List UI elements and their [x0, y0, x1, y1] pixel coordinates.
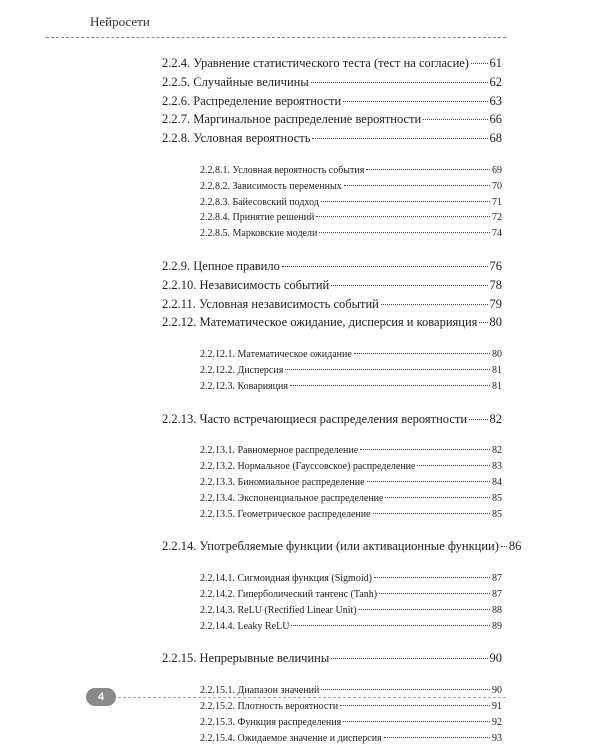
toc-subentry	[162, 493, 502, 509]
toc-entry-page: 82	[492, 445, 502, 457]
toc-entry-page: 87	[492, 588, 502, 600]
dot-leader	[374, 577, 490, 578]
toc-entry	[162, 112, 502, 131]
toc-entry-title: 2.2.8.5. Марковские модели	[200, 228, 318, 240]
toc-entry-page: 62	[489, 74, 502, 89]
toc-entry-title: 2.2.13.3. Биномиальное распределение	[200, 476, 365, 488]
toc-subentry	[162, 349, 502, 365]
dot-leader	[471, 63, 488, 64]
table-of-contents	[162, 56, 522, 748]
toc-entry-page: 86	[508, 539, 522, 554]
toc-entry-title: 2.2.13.2. Нормальное (Гауссовское) распределение	[200, 461, 416, 473]
toc-subentry	[162, 228, 502, 244]
toc-entry-page: 92	[492, 716, 502, 728]
toc-entry-title: 2.2.12. Математическое ожидание, дисперсия и коварияция	[162, 315, 478, 330]
toc-entry	[162, 412, 502, 431]
toc-entry-page: 85	[492, 492, 502, 504]
toc-entry-title: 2.2.14.1. Сигмоидная функция (Sigmoid)	[200, 573, 372, 585]
toc-entry-page: 81	[492, 364, 502, 376]
dot-leader	[423, 119, 487, 120]
dot-leader	[366, 169, 490, 170]
toc-entry-title: 2.2.15. Непрерывные величины	[162, 651, 330, 666]
dot-leader	[312, 138, 487, 139]
dot-leader	[367, 481, 490, 482]
dot-leader	[282, 266, 488, 267]
toc-entry-title: 2.2.8.3. Байесовский подход	[200, 196, 319, 208]
dot-leader	[373, 513, 490, 514]
toc-entry-title: 2.2.15.2. Плотность вероятности	[200, 700, 339, 712]
toc-entry-page: 74	[492, 228, 502, 240]
toc-entry	[162, 131, 502, 150]
dot-leader	[331, 658, 487, 659]
toc-subentry	[162, 733, 502, 749]
toc-entry-page: 70	[492, 180, 502, 192]
toc-entry-title: 2.2.8.2. Зависимость переменных	[200, 180, 342, 192]
toc-entry-page: 84	[492, 476, 502, 488]
toc-entry-page: 63	[489, 93, 502, 108]
toc-entry	[162, 75, 502, 94]
toc-entry-page: 61	[489, 56, 502, 70]
dot-leader	[417, 465, 490, 466]
toc-entry-title: 2.2.14.4. Leaky ReLU	[200, 620, 290, 632]
toc-entry-page: 80	[492, 349, 502, 361]
toc-entry-title: 2.2.13. Часто встречающиеся распределения вероятности	[162, 411, 468, 426]
dot-leader	[290, 385, 490, 386]
toc-subentry	[162, 685, 502, 701]
toc-entry-title: 2.2.12.2. Дисперсия	[200, 364, 284, 376]
dot-leader	[340, 705, 490, 706]
toc-subentry	[162, 165, 502, 181]
toc-subentry	[162, 621, 502, 637]
toc-entry-page: 93	[492, 732, 502, 744]
toc-entry-title: 2.2.13.4. Экспоненциальное распределение	[200, 492, 384, 504]
toc-entry-title: 2.2.7. Маргинальное распределение вероятности	[162, 112, 422, 127]
toc-entry-page: 82	[489, 411, 502, 426]
toc-entry-title: 2.2.15.3. Функция распределения	[200, 716, 342, 728]
toc-entry-page: 87	[492, 573, 502, 585]
toc-subentry	[162, 381, 502, 397]
toc-entry-page: 72	[492, 212, 502, 224]
dot-leader	[316, 216, 490, 217]
dot-leader	[344, 185, 490, 186]
toc-entry	[162, 278, 502, 297]
running-header: Нейросети	[90, 14, 150, 29]
toc-entry-title: 2.2.13.1. Равномерное распределение	[200, 445, 359, 457]
toc-entry-page: 68	[489, 131, 502, 146]
toc-subentry	[162, 701, 502, 717]
dot-leader	[359, 609, 490, 610]
toc-entry-title: 2.2.9. Цепное правило	[162, 258, 280, 273]
toc-entry-title: 2.2.14.2. Гиперболический тангенс (Tanh)	[200, 588, 378, 600]
toc-entry	[162, 259, 502, 278]
toc-entry-page: 81	[492, 380, 502, 392]
toc-entry	[162, 315, 502, 334]
toc-entry-title: 2.2.13.5. Геометрическое распределение	[200, 508, 371, 520]
dot-leader	[321, 689, 490, 690]
toc-entry-title: 2.2.8.1. Условная вероятность события	[200, 164, 365, 176]
toc-entry-page: 88	[492, 604, 502, 616]
toc-entry	[162, 94, 502, 113]
toc-subentry	[162, 717, 502, 733]
dot-leader	[360, 449, 490, 450]
toc-entry-title: 2.2.12.3. Коварияция	[200, 380, 288, 392]
toc-subentry	[162, 212, 502, 228]
toc-entry-title: 2.2.6. Распределение вероятности	[162, 93, 342, 108]
footer-divider	[118, 697, 506, 698]
toc-entry-title: 2.2.14.3. ReLU (Rectified Linear Unit)	[200, 604, 357, 616]
dot-leader	[469, 419, 487, 420]
toc-entry-title: 2.2.4. Уравнение статистического теста (тест на согласие)	[162, 56, 469, 70]
toc-entry-page: 76	[489, 258, 502, 273]
dot-leader	[343, 101, 487, 102]
toc-subentry	[162, 605, 502, 621]
toc-subentry	[162, 197, 502, 213]
toc-entry-title: 2.2.14. Употребляемые функции (или активационные функции)	[162, 539, 499, 554]
dot-leader	[321, 201, 490, 202]
toc-subentry	[162, 461, 502, 477]
toc-entry-page: 78	[489, 277, 502, 292]
dot-leader	[384, 737, 490, 738]
toc-entry-title: 2.2.15.4. Ожидаемое значение и дисперсия	[200, 732, 382, 744]
dot-leader	[343, 721, 490, 722]
toc-subentry	[162, 573, 502, 589]
toc-entry-page: 71	[492, 196, 502, 208]
toc-entry-title: 2.2.10. Независимость событий	[162, 277, 330, 292]
toc-entry-page: 79	[489, 296, 502, 311]
dot-leader	[291, 625, 490, 626]
dot-leader	[354, 353, 490, 354]
toc-entry-title: 2.2.11. Условная независимость событий	[162, 296, 379, 311]
toc-entry	[162, 539, 522, 558]
dot-leader	[285, 369, 490, 370]
dot-leader	[381, 304, 488, 305]
toc-subentry	[162, 181, 502, 197]
toc-entry-page: 91	[492, 700, 502, 712]
toc-entry-page: 89	[492, 620, 502, 632]
dot-leader	[501, 546, 507, 547]
dot-leader	[479, 322, 487, 323]
toc-entry	[162, 56, 502, 75]
toc-subentry	[162, 589, 502, 605]
toc-entry-title: 2.2.8. Условная вероятность	[162, 131, 311, 146]
toc-entry-page: 85	[492, 508, 502, 520]
toc-entry-page: 66	[489, 112, 502, 127]
dot-leader	[331, 285, 487, 286]
toc-subentry	[162, 445, 502, 461]
toc-entry-title: 2.2.5. Случайные величины	[162, 74, 309, 89]
toc-entry-page: 69	[492, 164, 502, 176]
dot-leader	[311, 82, 488, 83]
dot-leader	[385, 497, 490, 498]
toc-subentry	[162, 509, 502, 525]
toc-entry-title: 2.2.8.4. Принятие решений	[200, 212, 315, 224]
toc-entry-title: 2.2.12.1. Математическое ожидание	[200, 349, 352, 361]
toc-entry	[162, 297, 502, 316]
toc-entry-page: 80	[489, 315, 502, 330]
toc-subentry	[162, 365, 502, 381]
header-divider	[46, 37, 506, 38]
toc-entry	[162, 651, 502, 670]
toc-entry-title: 2.2.15.1. Диапазон значений	[200, 685, 320, 697]
toc-subentry	[162, 477, 502, 493]
dot-leader	[319, 232, 490, 233]
toc-entry-page: 90	[489, 651, 502, 666]
page-number-badge: 4	[86, 688, 116, 706]
toc-entry-page: 83	[492, 461, 502, 473]
dot-leader	[379, 593, 490, 594]
toc-entry-page: 90	[492, 685, 502, 697]
